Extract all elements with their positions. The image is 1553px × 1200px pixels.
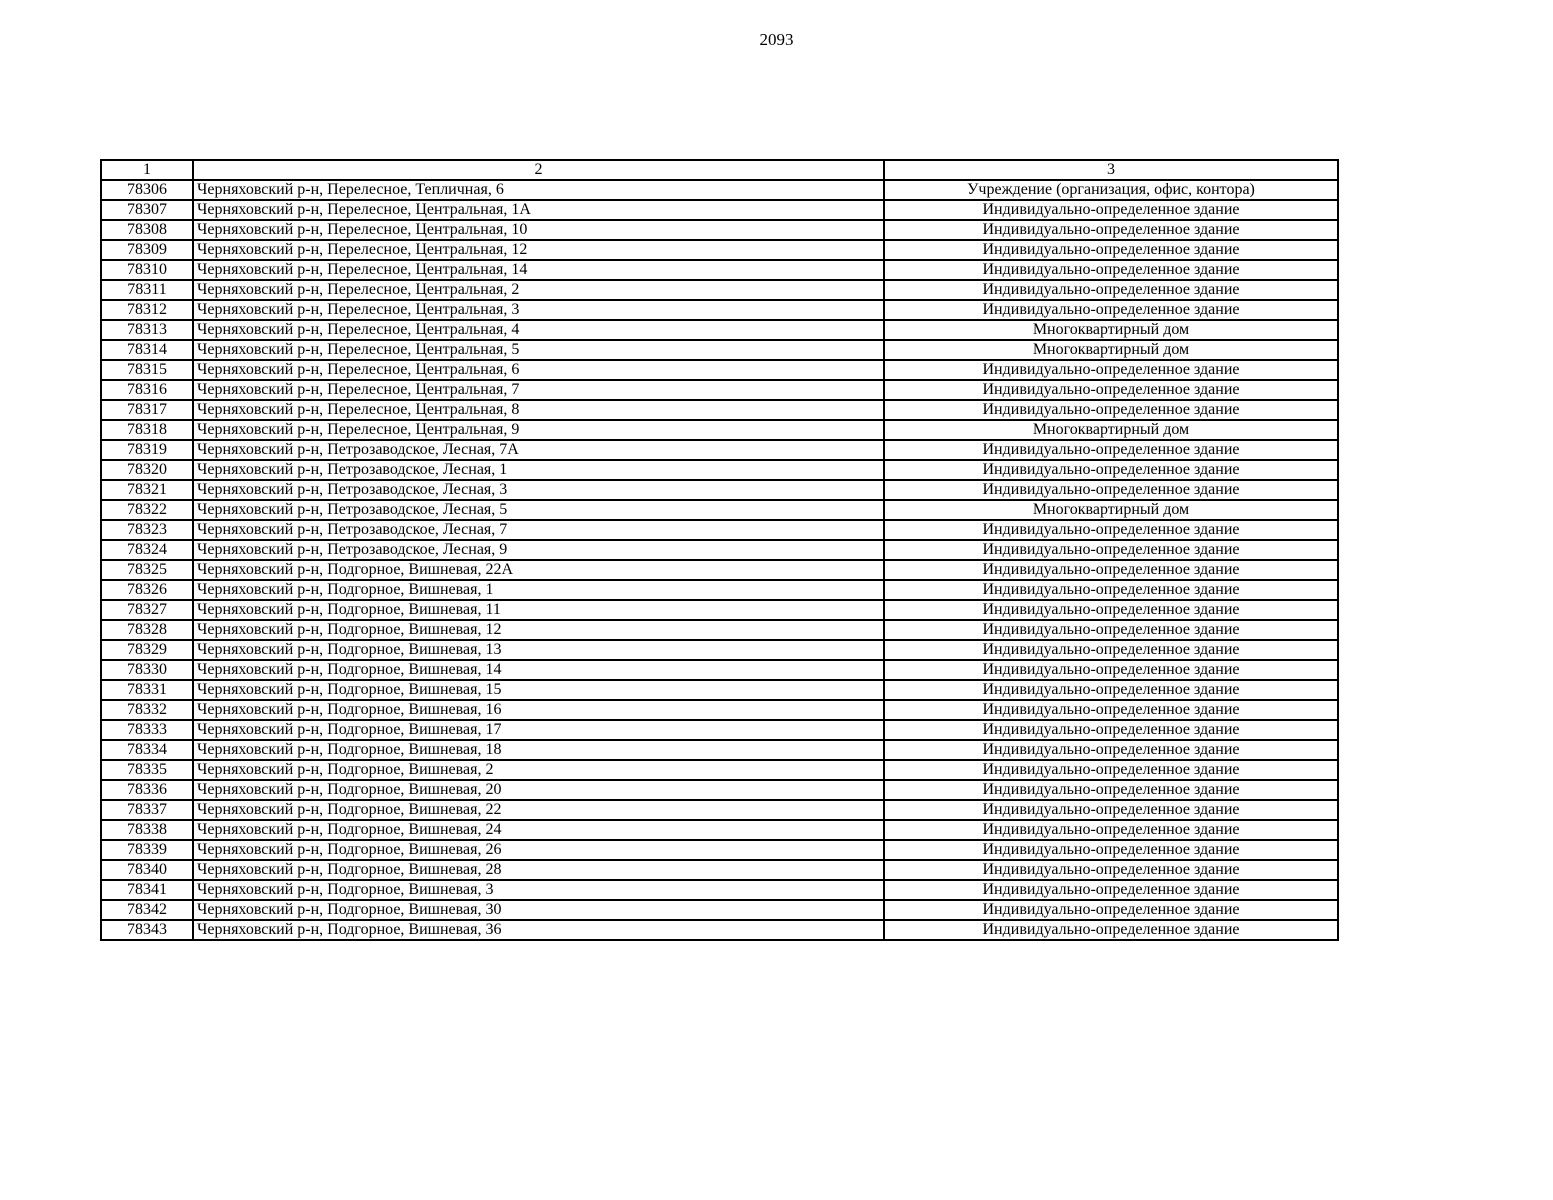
- building-type-cell: Индивидуально-определенное здание: [884, 720, 1338, 740]
- address-cell: Черняховский р-н, Перелесное, Центральная, 1А: [193, 200, 884, 220]
- registry-number-cell: 78311: [101, 280, 193, 300]
- building-type-cell: Индивидуально-определенное здание: [884, 580, 1338, 600]
- table-row: [101, 500, 1338, 520]
- building-type-cell: Индивидуально-определенное здание: [884, 220, 1338, 240]
- address-cell: Черняховский р-н, Петрозаводское, Лесная, 7: [193, 520, 884, 540]
- table-row: [101, 320, 1338, 340]
- registry-number-cell: 78310: [101, 260, 193, 280]
- address-cell: Черняховский р-н, Подгорное, Вишневая, 11: [193, 600, 884, 620]
- address-cell: Черняховский р-н, Перелесное, Центральная, 9: [193, 420, 884, 440]
- building-type-cell: Многоквартирный дом: [884, 320, 1338, 340]
- registry-number-cell: 78341: [101, 880, 193, 900]
- table-row: [101, 200, 1338, 220]
- address-cell: Черняховский р-н, Перелесное, Центральная, 10: [193, 220, 884, 240]
- registry-number-cell: 78332: [101, 700, 193, 720]
- registry-number-cell: 78327: [101, 600, 193, 620]
- address-cell: Черняховский р-н, Перелесное, Центральная, 6: [193, 360, 884, 380]
- registry-number-cell: 78313: [101, 320, 193, 340]
- table-row: [101, 420, 1338, 440]
- table-row: [101, 480, 1338, 500]
- address-cell: Черняховский р-н, Перелесное, Центральная, 3: [193, 300, 884, 320]
- address-cell: Черняховский р-н, Перелесное, Центральная, 14: [193, 260, 884, 280]
- building-type-cell: Индивидуально-определенное здание: [884, 460, 1338, 480]
- address-cell: Черняховский р-н, Перелесное, Центральная, 8: [193, 400, 884, 420]
- registry-number-cell: 78321: [101, 480, 193, 500]
- table-row: [101, 180, 1338, 200]
- table-header-row: [101, 160, 1338, 180]
- table-row: [101, 660, 1338, 680]
- registry-number-cell: 78342: [101, 900, 193, 920]
- registry-number-cell: 78334: [101, 740, 193, 760]
- building-type-cell: Индивидуально-определенное здание: [884, 740, 1338, 760]
- registry-number-cell: 78309: [101, 240, 193, 260]
- registry-number-cell: 78325: [101, 560, 193, 580]
- building-type-cell: Многоквартирный дом: [884, 420, 1338, 440]
- registry-number-cell: 78329: [101, 640, 193, 660]
- table-row: [101, 520, 1338, 540]
- table-row: [101, 340, 1338, 360]
- building-type-cell: Индивидуально-определенное здание: [884, 300, 1338, 320]
- registry-number-cell: 78336: [101, 780, 193, 800]
- address-cell: Черняховский р-н, Подгорное, Вишневая, 1: [193, 580, 884, 600]
- building-type-cell: Индивидуально-определенное здание: [884, 520, 1338, 540]
- address-cell: Черняховский р-н, Перелесное, Центральная, 7: [193, 380, 884, 400]
- table-row: [101, 360, 1338, 380]
- building-type-cell: Многоквартирный дом: [884, 500, 1338, 520]
- registry-number-cell: 78306: [101, 180, 193, 200]
- building-type-cell: Индивидуально-определенное здание: [884, 860, 1338, 880]
- address-cell: Черняховский р-н, Подгорное, Вишневая, 24: [193, 820, 884, 840]
- address-cell: Черняховский р-н, Подгорное, Вишневая, 22А: [193, 560, 884, 580]
- registry-number-cell: 78312: [101, 300, 193, 320]
- table-row: [101, 700, 1338, 720]
- registry-number-cell: 78333: [101, 720, 193, 740]
- table-row: [101, 300, 1338, 320]
- registry-number-cell: 78324: [101, 540, 193, 560]
- table-row: [101, 720, 1338, 740]
- building-type-cell: Индивидуально-определенное здание: [884, 780, 1338, 800]
- table-row: [101, 880, 1338, 900]
- building-type-cell: Индивидуально-определенное здание: [884, 800, 1338, 820]
- address-cell: Черняховский р-н, Подгорное, Вишневая, 17: [193, 720, 884, 740]
- address-cell: Черняховский р-н, Подгорное, Вишневая, 3: [193, 880, 884, 900]
- address-cell: Черняховский р-н, Подгорное, Вишневая, 15: [193, 680, 884, 700]
- address-cell: Черняховский р-н, Подгорное, Вишневая, 13: [193, 640, 884, 660]
- address-cell: Черняховский р-н, Петрозаводское, Лесная, 5: [193, 500, 884, 520]
- building-type-cell: Учреждение (организация, офис, контора): [884, 180, 1338, 200]
- building-type-cell: Индивидуально-определенное здание: [884, 200, 1338, 220]
- table-body: [101, 160, 1338, 940]
- building-type-cell: Индивидуально-определенное здание: [884, 260, 1338, 280]
- address-cell: Черняховский р-н, Подгорное, Вишневая, 18: [193, 740, 884, 760]
- building-type-cell: Индивидуально-определенное здание: [884, 540, 1338, 560]
- table-row: [101, 620, 1338, 640]
- table-row: [101, 380, 1338, 400]
- table-row: [101, 740, 1338, 760]
- table-row: [101, 920, 1338, 940]
- address-cell: Черняховский р-н, Подгорное, Вишневая, 26: [193, 840, 884, 860]
- table-row: [101, 240, 1338, 260]
- table-row: [101, 600, 1338, 620]
- building-type-cell: Индивидуально-определенное здание: [884, 560, 1338, 580]
- building-type-cell: Индивидуально-определенное здание: [884, 840, 1338, 860]
- table-row: [101, 260, 1338, 280]
- building-type-cell: Индивидуально-определенное здание: [884, 600, 1338, 620]
- address-cell: Черняховский р-н, Подгорное, Вишневая, 28: [193, 860, 884, 880]
- address-cell: Черняховский р-н, Подгорное, Вишневая, 12: [193, 620, 884, 640]
- address-cell: Черняховский р-н, Подгорное, Вишневая, 30: [193, 900, 884, 920]
- building-type-cell: Индивидуально-определенное здание: [884, 280, 1338, 300]
- table-row: [101, 440, 1338, 460]
- registry-number-cell: 78317: [101, 400, 193, 420]
- registry-number-cell: 78326: [101, 580, 193, 600]
- address-cell: Черняховский р-н, Подгорное, Вишневая, 16: [193, 700, 884, 720]
- building-type-cell: Индивидуально-определенное здание: [884, 360, 1338, 380]
- table-row: [101, 760, 1338, 780]
- address-cell: Черняховский р-н, Петрозаводское, Лесная, 1: [193, 460, 884, 480]
- column-header-2: 2: [193, 160, 884, 180]
- registry-number-cell: 78328: [101, 620, 193, 640]
- registry-number-cell: 78322: [101, 500, 193, 520]
- table-row: [101, 540, 1338, 560]
- registry-number-cell: 78316: [101, 380, 193, 400]
- table-row: [101, 220, 1338, 240]
- registry-number-cell: 78340: [101, 860, 193, 880]
- address-cell: Черняховский р-н, Подгорное, Вишневая, 14: [193, 660, 884, 680]
- building-type-cell: Индивидуально-определенное здание: [884, 820, 1338, 840]
- registry-number-cell: 78331: [101, 680, 193, 700]
- building-type-cell: Индивидуально-определенное здание: [884, 920, 1338, 940]
- building-type-cell: Индивидуально-определенное здание: [884, 760, 1338, 780]
- registry-number-cell: 78318: [101, 420, 193, 440]
- column-header-1: 1: [101, 160, 193, 180]
- address-cell: Черняховский р-н, Петрозаводское, Лесная, 3: [193, 480, 884, 500]
- address-cell: Черняховский р-н, Перелесное, Центральная, 5: [193, 340, 884, 360]
- page-number: 2093: [759, 30, 794, 49]
- address-cell: Черняховский р-н, Перелесное, Тепличная, 6: [193, 180, 884, 200]
- registry-number-cell: 78307: [101, 200, 193, 220]
- building-type-cell: Индивидуально-определенное здание: [884, 880, 1338, 900]
- registry-number-cell: 78314: [101, 340, 193, 360]
- table-row: [101, 460, 1338, 480]
- building-type-cell: Индивидуально-определенное здание: [884, 660, 1338, 680]
- registry-number-cell: 78319: [101, 440, 193, 460]
- table-row: [101, 680, 1338, 700]
- registry-number-cell: 78338: [101, 820, 193, 840]
- table-row: [101, 580, 1338, 600]
- building-type-cell: Индивидуально-определенное здание: [884, 380, 1338, 400]
- table-row: [101, 820, 1338, 840]
- table-row: [101, 560, 1338, 580]
- address-cell: Черняховский р-н, Перелесное, Центральная, 12: [193, 240, 884, 260]
- table-row: [101, 400, 1338, 420]
- building-type-cell: Индивидуально-определенное здание: [884, 480, 1338, 500]
- address-cell: Черняховский р-н, Подгорное, Вишневая, 36: [193, 920, 884, 940]
- table-row: [101, 280, 1338, 300]
- registry-number-cell: 78320: [101, 460, 193, 480]
- building-type-cell: Индивидуально-определенное здание: [884, 700, 1338, 720]
- building-type-cell: Индивидуально-определенное здание: [884, 400, 1338, 420]
- registry-number-cell: 78308: [101, 220, 193, 240]
- building-type-cell: Индивидуально-определенное здание: [884, 680, 1338, 700]
- registry-number-cell: 78323: [101, 520, 193, 540]
- address-cell: Черняховский р-н, Перелесное, Центральная, 4: [193, 320, 884, 340]
- address-cell: Черняховский р-н, Подгорное, Вишневая, 2: [193, 760, 884, 780]
- registry-number-cell: 78337: [101, 800, 193, 820]
- address-cell: Черняховский р-н, Перелесное, Центральная, 2: [193, 280, 884, 300]
- registry-number-cell: 78339: [101, 840, 193, 860]
- building-type-cell: Индивидуально-определенное здание: [884, 240, 1338, 260]
- column-header-3: 3: [884, 160, 1338, 180]
- table-row: [101, 780, 1338, 800]
- registry-number-cell: 78315: [101, 360, 193, 380]
- table-row: [101, 640, 1338, 660]
- table-row: [101, 800, 1338, 820]
- building-type-cell: Индивидуально-определенное здание: [884, 900, 1338, 920]
- registry-number-cell: 78343: [101, 920, 193, 940]
- table-row: [101, 900, 1338, 920]
- registry-number-cell: 78335: [101, 760, 193, 780]
- building-type-cell: Индивидуально-определенное здание: [884, 440, 1338, 460]
- address-cell: Черняховский р-н, Петрозаводское, Лесная, 9: [193, 540, 884, 560]
- building-type-cell: Многоквартирный дом: [884, 340, 1338, 360]
- building-type-cell: Индивидуально-определенное здание: [884, 620, 1338, 640]
- address-cell: Черняховский р-н, Петрозаводское, Лесная, 7А: [193, 440, 884, 460]
- register-table: [100, 159, 1339, 941]
- registry-number-cell: 78330: [101, 660, 193, 680]
- address-cell: Черняховский р-н, Подгорное, Вишневая, 20: [193, 780, 884, 800]
- table-row: [101, 840, 1338, 860]
- table-row: [101, 860, 1338, 880]
- building-type-cell: Индивидуально-определенное здание: [884, 640, 1338, 660]
- address-cell: Черняховский р-н, Подгорное, Вишневая, 22: [193, 800, 884, 820]
